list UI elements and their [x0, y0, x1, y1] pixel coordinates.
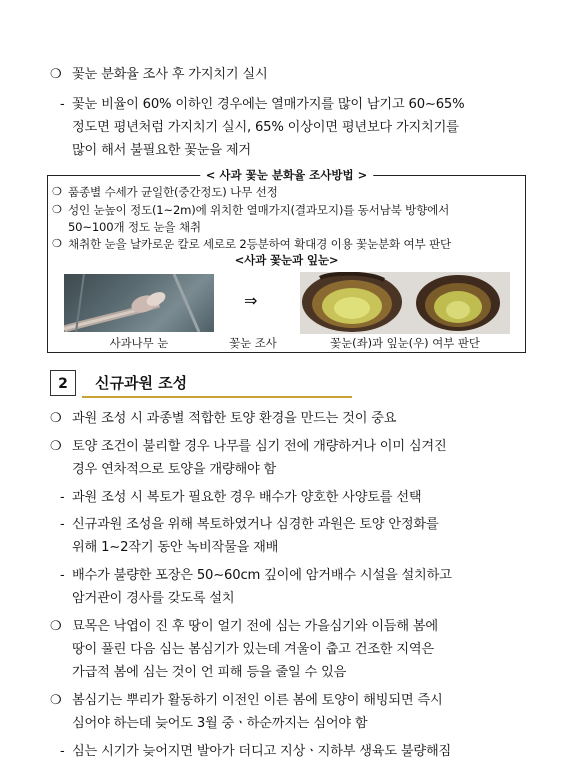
circle-bullet-icon: ❍: [50, 693, 62, 708]
dash-marker: -: [60, 490, 65, 505]
paragraph-line: 묘목은 낙엽이 진 후 땅이 얼기 전에 심는 가을심기와 이듬해 봄에: [72, 619, 438, 634]
paragraph-line: 경우 연차적으로 토양을 개량해야 함: [72, 462, 277, 477]
section-number: 2: [50, 370, 76, 396]
apple-bud-photo: [64, 274, 214, 332]
dash-text-line: 꽃눈 비율이 60% 이하인 경우에는 열매가지를 많이 남기고 60∼65%: [72, 97, 465, 112]
circle-bullet-icon: ❍: [50, 619, 62, 634]
box-item-line: 채취한 눈을 날카로운 칼로 세로로 2등분하여 확대경 이용 꽃눈분화 여부 판단: [68, 237, 452, 251]
dash-marker: -: [60, 744, 65, 759]
box-item-line: 성인 눈높이 정도(1~2m)에 위치한 열매가지(결과모지)를 동서남북 방향에서: [68, 203, 450, 217]
paragraph-line: 암거관이 경사를 갖도록 설치: [72, 591, 235, 606]
paragraph-line: 과원 조성 시 과종별 적합한 토양 환경을 만드는 것이 중요: [72, 411, 397, 426]
dash-marker: -: [60, 517, 65, 532]
section-title: 신규과원 조성: [95, 374, 188, 392]
box-item-line: 50~100개 정도 눈을 채취: [68, 220, 201, 234]
box-title: < 사과 꽃눈 분화율 조사방법 >: [200, 166, 374, 184]
dash-text-line: 정도면 평년처럼 가지치기 실시, 65% 이상이면 평년보다 가지치기를: [72, 120, 459, 135]
circle-bullet-icon: ❍: [50, 67, 62, 82]
photo-subtitle: <사과 꽃눈과 잎눈>: [234, 253, 339, 267]
paragraph-line: 가급적 봄에 심는 것이 언 피해 등을 줄일 수 있음: [72, 665, 347, 680]
paragraph-line: 심는 시기가 늦어지면 발아가 더디고 지상ㆍ지하부 생육도 불량해짐: [72, 744, 452, 759]
circle-bullet-icon: ❍: [52, 237, 62, 250]
circle-bullet-icon: ❍: [50, 411, 62, 426]
arrow-icon: ⇒: [244, 291, 258, 310]
paragraph-line: 심어야 하는데 늦어도 3월 중ㆍ하순까지는 심어야 함: [72, 716, 368, 731]
circle-bullet-icon: ❍: [50, 439, 62, 454]
paragraph-line: 토양 조건이 불리할 경우 나무를 심기 전에 개량하거나 이미 심겨진: [72, 439, 447, 454]
paragraph-line: 과원 조성 시 복토가 필요한 경우 배수가 양호한 사양토를 선택: [72, 490, 422, 505]
cut-bud-photo-art: [300, 272, 510, 334]
caption-bud-judgement: 꽃눈(좌)과 잎눈(우) 여부 판단: [330, 336, 480, 350]
dash-marker: -: [60, 97, 65, 112]
circle-bullet-icon: ❍: [52, 203, 62, 216]
paragraph-line: 봄심기는 뿌리가 활동하기 이전인 이른 봄에 토양이 해빙되면 즉시: [72, 693, 443, 708]
box-item-line: 품종별 수세가 균일한(중간정도) 나무 선정: [68, 185, 278, 199]
caption-apple-bud: 사과나무 눈: [109, 336, 169, 350]
bullet-text: 꽃눈 분화율 조사 후 가지치기 실시: [72, 67, 268, 82]
dash-text-line: 많이 해서 불필요한 꽃눈을 제거: [72, 143, 251, 158]
paragraph-line: 땅이 풀린 다음 심는 봄심기가 있는데 겨울이 춥고 건조한 지역은: [72, 642, 434, 657]
cut-bud-photo: [300, 272, 510, 334]
apple-bud-photo-art: [64, 274, 214, 332]
circle-bullet-icon: ❍: [52, 185, 62, 198]
dash-marker: -: [60, 568, 65, 583]
paragraph-line: 위해 1∼2작기 동안 녹비작물을 재배: [72, 540, 279, 555]
section-underline: [82, 396, 352, 398]
paragraph-line: 신규과원 조성을 위해 복토하였거나 심경한 과원은 토양 안정화를: [72, 517, 439, 532]
paragraph-line: 배수가 불량한 포장은 50∼60cm 깊이에 암거배수 시설을 설치하고: [72, 568, 452, 583]
caption-bud-survey: 꽃눈 조사: [229, 336, 277, 350]
method-box: [47, 168, 526, 353]
